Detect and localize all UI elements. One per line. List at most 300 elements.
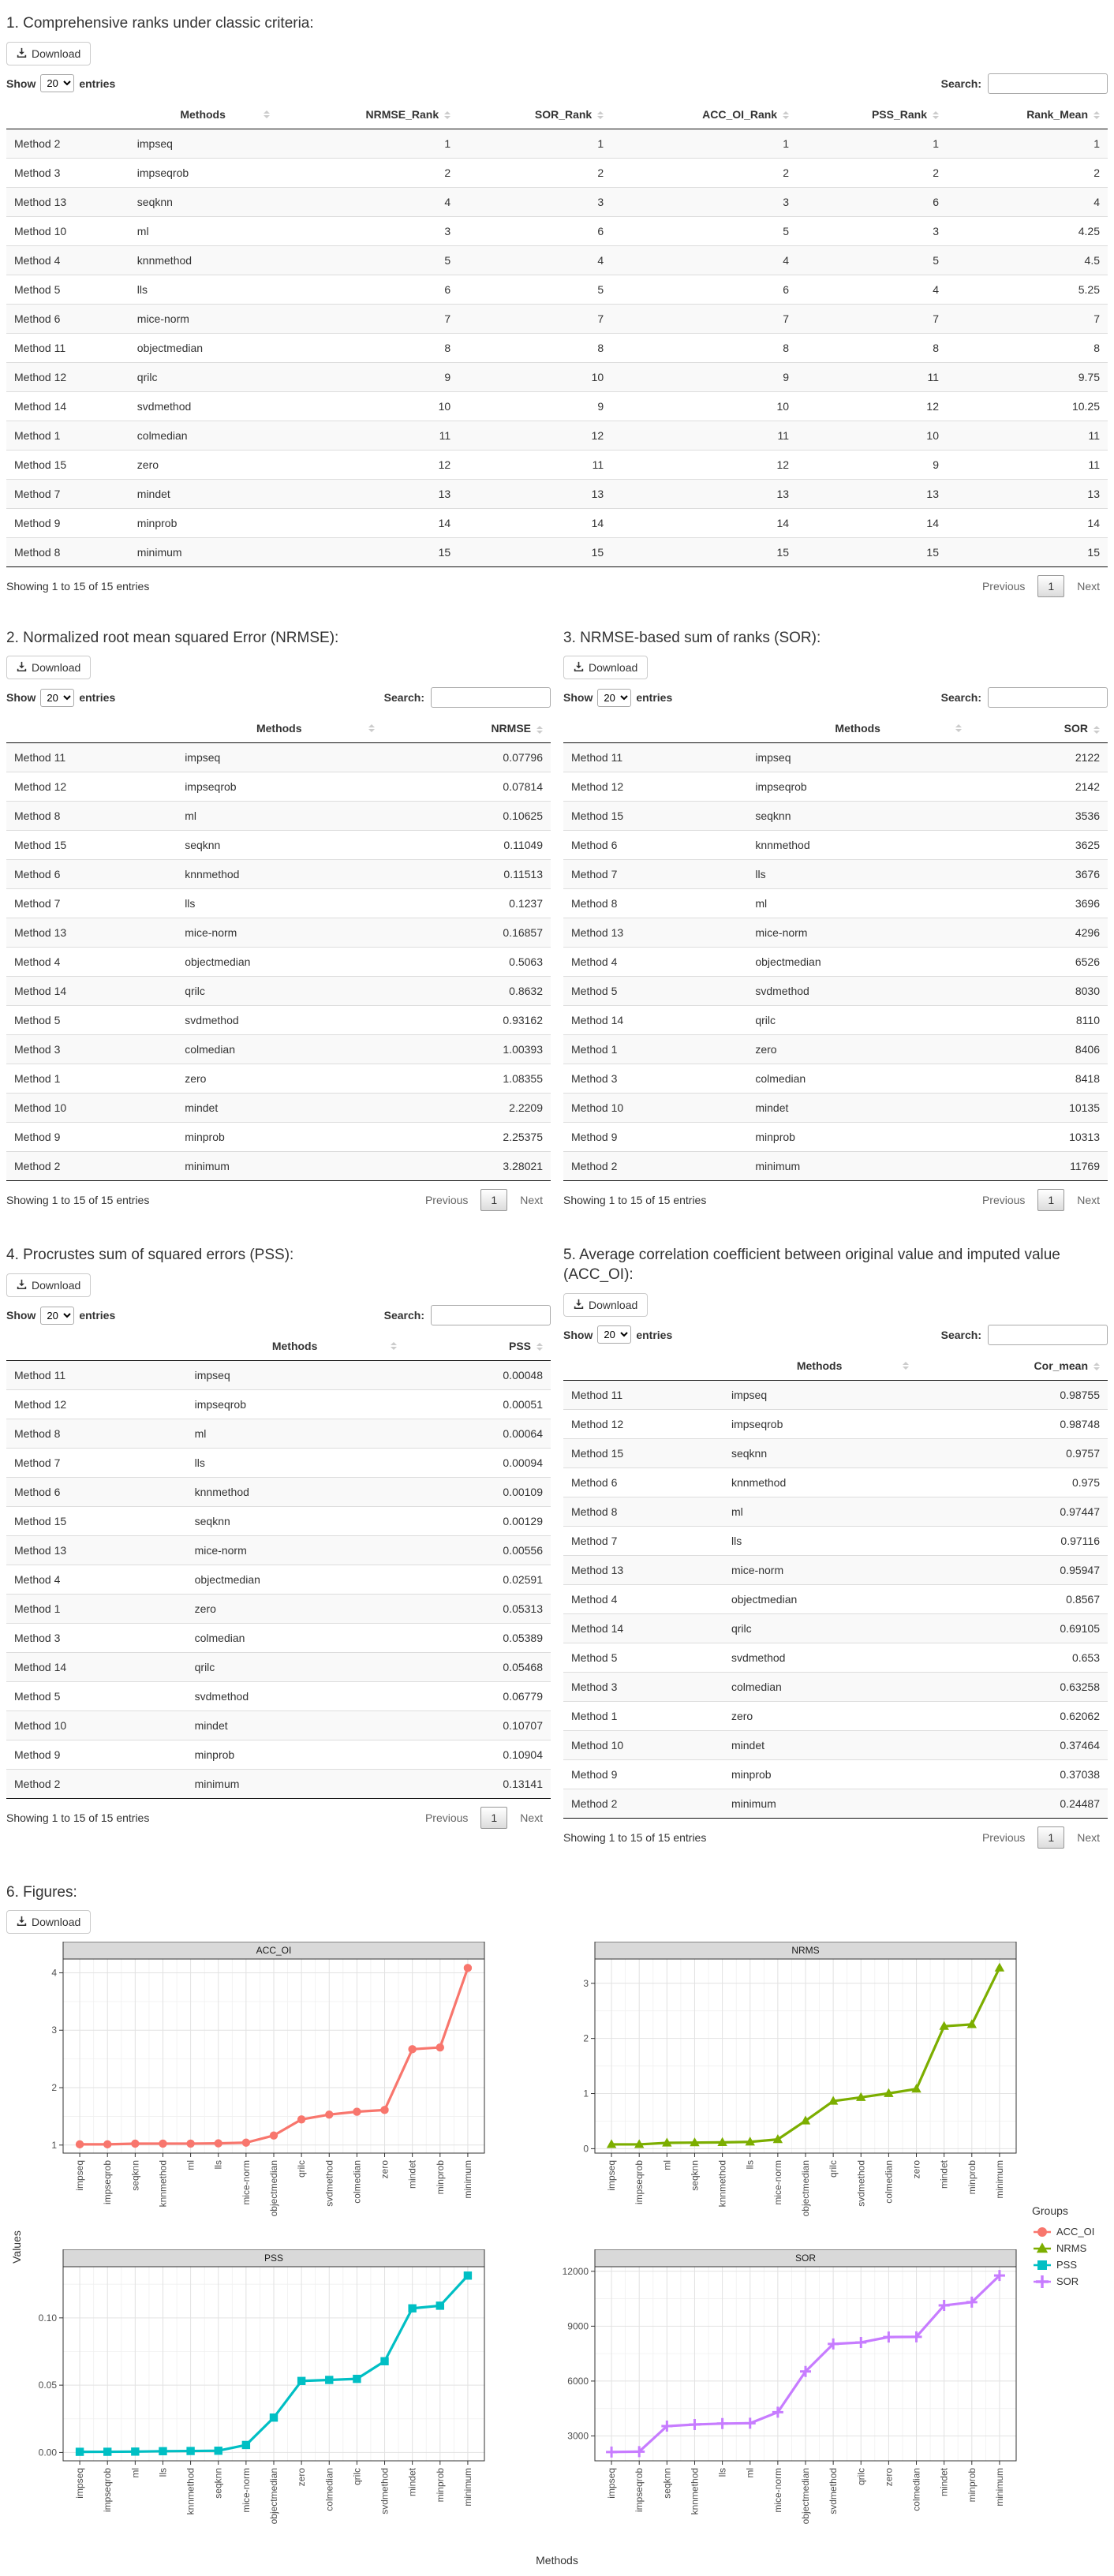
previous-button[interactable]: Previous xyxy=(424,1194,469,1207)
table-row xyxy=(563,889,1108,918)
table-row xyxy=(6,1740,551,1770)
table-row xyxy=(563,918,1108,948)
sort-icon xyxy=(933,111,939,119)
cell: 5 xyxy=(276,245,458,275)
cell: 0.8632 xyxy=(381,977,551,1006)
table-row xyxy=(6,479,1108,508)
pagination xyxy=(974,575,1108,597)
cell: 3 xyxy=(797,216,947,245)
cell: svdmethod xyxy=(187,1682,403,1711)
page-length-select[interactable] xyxy=(40,74,74,92)
row-label: Method 8 xyxy=(563,1497,723,1526)
row-label: Method 9 xyxy=(6,1740,187,1770)
search-input[interactable] xyxy=(431,1305,551,1325)
svg-text:objectmedian: objectmedian xyxy=(800,2468,811,2525)
row-label: Method 12 xyxy=(563,772,747,802)
cell: colmedian xyxy=(747,1064,968,1094)
table-header-row xyxy=(563,714,1108,743)
cell: minimum xyxy=(177,1152,381,1181)
row-label: Method 5 xyxy=(6,275,129,304)
search-input[interactable] xyxy=(988,687,1108,708)
cell: mice-norm xyxy=(187,1536,403,1565)
cell: 0.02591 xyxy=(403,1565,551,1595)
svg-text:mice-norm: mice-norm xyxy=(240,2468,252,2514)
svg-text:2: 2 xyxy=(51,2082,57,2094)
next-button[interactable]: Next xyxy=(1077,1830,1100,1844)
cell: impseqrob xyxy=(747,772,968,802)
row-label: Method 2 xyxy=(6,1770,187,1799)
cell: seqknn xyxy=(723,1438,915,1467)
column-header-sor[interactable]: SOR xyxy=(968,714,1108,743)
column-header-pss_rank[interactable]: PSS_Rank xyxy=(797,100,947,129)
cell: 13 xyxy=(458,479,611,508)
row-label: Method 7 xyxy=(563,860,747,889)
table-row xyxy=(6,1449,551,1478)
row-label: Method 6 xyxy=(563,831,747,860)
search-input[interactable] xyxy=(988,73,1108,94)
cell: 0.62062 xyxy=(915,1701,1108,1730)
page-length-select[interactable] xyxy=(597,689,631,707)
table-row xyxy=(6,421,1108,450)
cell: 0.63258 xyxy=(915,1672,1108,1701)
table-row xyxy=(6,977,551,1006)
download-button[interactable]: Download xyxy=(6,1910,91,1934)
legend-circle-icon xyxy=(1032,2224,1052,2240)
cell: 4 xyxy=(458,245,611,275)
figure-legend xyxy=(1032,1942,1108,2552)
cell: 2 xyxy=(611,158,797,187)
cell: 10313 xyxy=(968,1123,1108,1152)
column-header-cor_mean[interactable]: Cor_mean xyxy=(915,1352,1108,1381)
row-label: Method 8 xyxy=(6,1419,187,1449)
page-length-control: Show 20 entries xyxy=(6,1307,115,1325)
table-footer xyxy=(6,1807,551,1829)
row-label: Method 5 xyxy=(563,977,747,1006)
page-length-control: Show 20 entries xyxy=(6,74,115,92)
cell: 0.07796 xyxy=(381,743,551,772)
cell: 0.653 xyxy=(915,1643,1108,1672)
cell: 5 xyxy=(797,245,947,275)
table-row xyxy=(6,889,551,918)
chart-acc-oi xyxy=(27,1942,491,2245)
cell: 4 xyxy=(276,187,458,216)
svg-text:ml: ml xyxy=(661,2160,673,2171)
cell: 12 xyxy=(797,391,947,421)
section-title: 5. Average correlation coefficient between original value and imputed value (ACC_OI): xyxy=(563,1247,1060,1284)
next-button[interactable]: Next xyxy=(1077,1194,1100,1207)
cell: knnmethod xyxy=(723,1467,915,1497)
cell: 15 xyxy=(611,537,797,566)
cell: colmedian xyxy=(723,1672,915,1701)
section-title: 1. Comprehensive ranks under classic criteria: xyxy=(6,15,314,32)
page-1-button[interactable]: 1 xyxy=(480,1807,507,1829)
svg-text:impseq: impseq xyxy=(606,2160,618,2192)
row-label: Method 1 xyxy=(6,421,129,450)
svg-text:minimum: minimum xyxy=(993,2468,1005,2507)
row-label: Method 15 xyxy=(563,1438,723,1467)
next-button[interactable]: Next xyxy=(520,1811,543,1825)
cell: 2 xyxy=(797,158,947,187)
table-row xyxy=(6,831,551,860)
svg-text:minimum: minimum xyxy=(993,2160,1005,2200)
column-header-methods[interactable]: Methods xyxy=(723,1352,915,1381)
svg-text:minimum: minimum xyxy=(462,2160,473,2200)
column-header-acc_oi_rank[interactable]: ACC_OI_Rank xyxy=(611,100,797,129)
search-input[interactable] xyxy=(988,1325,1108,1345)
cell: 5 xyxy=(458,275,611,304)
cell: 8 xyxy=(947,333,1108,362)
row-label: Method 13 xyxy=(6,1536,187,1565)
table-row xyxy=(6,537,1108,566)
page-1-button[interactable]: 1 xyxy=(1037,1826,1064,1849)
row-label: Method 5 xyxy=(6,1682,187,1711)
legend-item-pss: PSS xyxy=(1032,2257,1108,2273)
sort-icon xyxy=(903,1362,909,1370)
download-button[interactable]: Download xyxy=(563,1293,648,1317)
column-header-rownames xyxy=(6,1332,187,1361)
cell: 0.05313 xyxy=(403,1595,551,1624)
cell: 0.975 xyxy=(915,1467,1108,1497)
cell: 15 xyxy=(797,537,947,566)
page-1-button[interactable]: 1 xyxy=(1037,575,1064,597)
cell: 2 xyxy=(458,158,611,187)
row-label: Method 7 xyxy=(563,1526,723,1555)
cell: impseq xyxy=(187,1361,403,1390)
chart-sor xyxy=(559,2249,1022,2552)
row-label: Method 13 xyxy=(6,187,129,216)
table-row xyxy=(563,1380,1108,1409)
cell: 0.37038 xyxy=(915,1759,1108,1789)
row-label: Method 6 xyxy=(6,1478,187,1507)
cell: knnmethod xyxy=(177,860,381,889)
cell: 14 xyxy=(276,508,458,537)
cell: lls xyxy=(747,860,968,889)
sort-icon xyxy=(391,1342,397,1350)
table-controls xyxy=(6,687,551,708)
sort-icon xyxy=(783,111,789,119)
cell: 0.11049 xyxy=(381,831,551,860)
cell: 0.16857 xyxy=(381,918,551,948)
cell: 2 xyxy=(947,158,1108,187)
svg-text:knnmethod: knnmethod xyxy=(689,2468,701,2515)
table-row xyxy=(563,1643,1108,1672)
cell: 0.9757 xyxy=(915,1438,1108,1467)
cell: 9 xyxy=(458,391,611,421)
svg-text:minimum: minimum xyxy=(462,2468,473,2507)
cell: 0.05468 xyxy=(403,1653,551,1682)
cell: minimum xyxy=(747,1152,968,1181)
cell: ml xyxy=(187,1419,403,1449)
section-comprehensive-ranks xyxy=(6,14,1108,597)
column-header-nrmse_rank[interactable]: NRMSE_Rank xyxy=(276,100,458,129)
cell: 6526 xyxy=(968,948,1108,977)
column-header-rank_mean[interactable]: Rank_Mean xyxy=(947,100,1108,129)
cell: 0.98755 xyxy=(915,1380,1108,1409)
svg-text:0: 0 xyxy=(583,2143,589,2155)
cell: 11 xyxy=(797,362,947,391)
showing-entries-text: Showing 1 to 15 of 15 entries xyxy=(563,1194,707,1207)
cell: 3.28021 xyxy=(381,1152,551,1181)
previous-button[interactable]: Previous xyxy=(424,1811,469,1825)
table-controls xyxy=(563,1325,1108,1345)
figure-panel xyxy=(6,1942,1108,2552)
svg-text:qrilc: qrilc xyxy=(296,2160,308,2178)
svg-text:3: 3 xyxy=(583,1978,589,1990)
showing-entries-text: Showing 1 to 15 of 15 entries xyxy=(6,1811,150,1825)
section-title: 6. Figures: xyxy=(6,1883,77,1901)
table-controls xyxy=(6,1305,551,1325)
svg-text:mice-norm: mice-norm xyxy=(240,2160,252,2206)
legend-title: Groups xyxy=(1032,2204,1068,2217)
cell: seqknn xyxy=(187,1507,403,1536)
svg-text:1: 1 xyxy=(51,2140,57,2152)
cell: lls xyxy=(723,1526,915,1555)
table-row xyxy=(563,772,1108,802)
svg-text:zero: zero xyxy=(883,2468,895,2487)
cell: colmedian xyxy=(129,421,277,450)
page-length-select[interactable] xyxy=(40,1307,74,1325)
cell: 8418 xyxy=(968,1064,1108,1094)
row-label: Method 15 xyxy=(563,802,747,831)
section-acc-oi xyxy=(563,1236,1108,1851)
cell: 4.5 xyxy=(947,245,1108,275)
cell: 1 xyxy=(611,129,797,158)
table-footer xyxy=(563,1826,1108,1849)
previous-button[interactable]: Previous xyxy=(981,1830,1026,1844)
search-input[interactable] xyxy=(431,687,551,708)
cell: 1 xyxy=(458,129,611,158)
row-label: Method 6 xyxy=(6,860,177,889)
cell: 7 xyxy=(947,304,1108,333)
row-label: Method 10 xyxy=(563,1094,747,1123)
pagination xyxy=(974,1826,1108,1849)
download-button[interactable]: Download xyxy=(6,1273,91,1297)
sort-icon xyxy=(536,726,543,734)
cell: 12 xyxy=(458,421,611,450)
cell: 0.37464 xyxy=(915,1730,1108,1759)
next-button[interactable]: Next xyxy=(520,1194,543,1207)
download-button[interactable]: Download xyxy=(563,656,648,679)
svg-text:colmedian: colmedian xyxy=(351,2160,363,2204)
table-row xyxy=(563,1555,1108,1584)
svg-text:seqknn: seqknn xyxy=(129,2160,141,2192)
showing-entries-text: Showing 1 to 15 of 15 entries xyxy=(6,1194,150,1207)
cell: zero xyxy=(129,450,277,479)
svg-text:impseq: impseq xyxy=(606,2468,618,2499)
cell: 13 xyxy=(797,479,947,508)
table-row xyxy=(6,1152,551,1181)
table-row xyxy=(6,1361,551,1390)
cell: 9 xyxy=(276,362,458,391)
svg-text:svdmethod: svdmethod xyxy=(379,2468,391,2515)
svg-text:qrilc: qrilc xyxy=(855,2468,867,2486)
legend-triangle-icon xyxy=(1032,2241,1052,2256)
table-row xyxy=(563,1152,1108,1181)
cell: objectmedian xyxy=(177,948,381,977)
cell: 10135 xyxy=(968,1094,1108,1123)
row-label: Method 14 xyxy=(6,391,129,421)
cell: knnmethod xyxy=(129,245,277,275)
cell: 0.00051 xyxy=(403,1390,551,1419)
table-row xyxy=(563,1672,1108,1701)
cell: 0.93162 xyxy=(381,1006,551,1035)
row-label: Method 8 xyxy=(6,537,129,566)
table-header-row xyxy=(6,1332,551,1361)
sort-icon xyxy=(1093,1363,1100,1370)
table-row xyxy=(6,1006,551,1035)
column-header-methods[interactable]: Methods xyxy=(177,714,381,743)
page-1-button[interactable]: 1 xyxy=(480,1189,507,1211)
cell: 10 xyxy=(458,362,611,391)
column-header-nrmse[interactable]: NRMSE xyxy=(381,714,551,743)
svg-text:zero: zero xyxy=(296,2468,308,2487)
sort-icon xyxy=(955,724,962,732)
table-row xyxy=(563,948,1108,977)
download-button[interactable]: Download xyxy=(6,656,91,679)
cell: 0.07814 xyxy=(381,772,551,802)
svg-text:0.05: 0.05 xyxy=(38,2380,57,2391)
svg-text:knnmethod: knnmethod xyxy=(716,2160,728,2208)
table-row xyxy=(6,216,1108,245)
row-label: Method 11 xyxy=(6,743,177,772)
cell: impseqrob xyxy=(177,772,381,802)
row-label: Method 2 xyxy=(6,129,129,158)
column-header-methods[interactable]: Methods xyxy=(187,1332,403,1361)
cell: 0.10904 xyxy=(403,1740,551,1770)
sor-table xyxy=(563,714,1108,1181)
column-header-methods[interactable]: Methods xyxy=(747,714,968,743)
row-label: Method 2 xyxy=(563,1789,723,1818)
cell: 11 xyxy=(947,421,1108,450)
table-row xyxy=(6,1064,551,1094)
svg-text:mindet: mindet xyxy=(406,2160,418,2189)
table-row xyxy=(6,275,1108,304)
cell: ml xyxy=(129,216,277,245)
svg-text:0.00: 0.00 xyxy=(38,2447,57,2458)
cell: 5 xyxy=(611,216,797,245)
acc-oi-table xyxy=(563,1352,1108,1819)
table-row xyxy=(6,802,551,831)
legend-item-nrms: NRMS xyxy=(1032,2241,1108,2256)
cell: mindet xyxy=(129,479,277,508)
cell: seqknn xyxy=(177,831,381,860)
cell: seqknn xyxy=(129,187,277,216)
svg-text:seqknn: seqknn xyxy=(212,2468,224,2499)
table-row xyxy=(6,187,1108,216)
page-length-select[interactable] xyxy=(40,689,74,707)
search-control: Search: xyxy=(941,73,1108,94)
svg-text:objectmedian: objectmedian xyxy=(268,2468,279,2525)
cell: 2142 xyxy=(968,772,1108,802)
row-label: Method 11 xyxy=(6,333,129,362)
table-row xyxy=(6,1419,551,1449)
sort-icon xyxy=(264,110,270,118)
svg-text:knnmethod: knnmethod xyxy=(185,2468,196,2515)
table-row xyxy=(563,1035,1108,1064)
cell: minprob xyxy=(129,508,277,537)
page-1-button[interactable]: 1 xyxy=(1037,1189,1064,1211)
sort-icon xyxy=(597,111,604,119)
table-row xyxy=(6,508,1108,537)
row-label: Method 6 xyxy=(563,1467,723,1497)
cell: lls xyxy=(187,1449,403,1478)
search-control: Search: xyxy=(384,687,551,708)
section-title: 3. NRMSE-based sum of ranks (SOR): xyxy=(563,629,821,646)
cell: 8 xyxy=(276,333,458,362)
row-label: Method 4 xyxy=(6,245,129,275)
row-label: Method 8 xyxy=(563,889,747,918)
cell: 11 xyxy=(947,450,1108,479)
pss-table xyxy=(6,1332,551,1799)
column-header-rownames xyxy=(563,1352,723,1381)
cell: 4296 xyxy=(968,918,1108,948)
cell: 14 xyxy=(797,508,947,537)
table-row xyxy=(6,918,551,948)
cell: 0.24487 xyxy=(915,1789,1108,1818)
next-button[interactable]: Next xyxy=(1077,579,1100,593)
cell: 8110 xyxy=(968,1006,1108,1035)
cell: 11 xyxy=(458,450,611,479)
cell: 4.25 xyxy=(947,216,1108,245)
cell: mindet xyxy=(187,1711,403,1740)
cell: impseqrob xyxy=(723,1409,915,1438)
figure-x-axis-label: Methods xyxy=(536,2554,578,2567)
cell: 6 xyxy=(611,275,797,304)
svg-text:zero: zero xyxy=(379,2160,391,2179)
cell: 6 xyxy=(276,275,458,304)
svg-text:qrilc: qrilc xyxy=(351,2468,363,2486)
svg-text:lls: lls xyxy=(157,2468,169,2477)
cell: 2.25375 xyxy=(381,1123,551,1152)
table-row xyxy=(6,1565,551,1595)
figure-y-axis-label: Values xyxy=(10,2230,23,2264)
table-row xyxy=(563,1467,1108,1497)
column-header-pss[interactable]: PSS xyxy=(403,1332,551,1361)
download-button[interactable]: Download xyxy=(6,42,91,65)
ranks-table xyxy=(6,100,1108,567)
column-header-sor_rank[interactable]: SOR_Rank xyxy=(458,100,611,129)
cell: objectmedian xyxy=(129,333,277,362)
column-header-methods[interactable]: Methods xyxy=(129,100,277,129)
cell: 1.08355 xyxy=(381,1064,551,1094)
cell: ml xyxy=(177,802,381,831)
previous-button[interactable]: Previous xyxy=(981,579,1026,593)
table-row xyxy=(6,333,1108,362)
svg-text:ACC_OI: ACC_OI xyxy=(256,1945,292,1957)
previous-button[interactable]: Previous xyxy=(981,1194,1026,1207)
cell: 0.10625 xyxy=(381,802,551,831)
svg-text:3: 3 xyxy=(51,2025,57,2036)
cell: 10 xyxy=(797,421,947,450)
cell: 12 xyxy=(611,450,797,479)
section-pss xyxy=(6,1236,551,1832)
cell: minimum xyxy=(129,537,277,566)
cell: mice-norm xyxy=(177,918,381,948)
cell: 8 xyxy=(458,333,611,362)
cell: 0.00094 xyxy=(403,1449,551,1478)
row-label: Method 9 xyxy=(563,1759,723,1789)
table-row xyxy=(6,158,1108,187)
table-row xyxy=(563,1701,1108,1730)
page-length-select[interactable] xyxy=(597,1325,631,1344)
table-row xyxy=(6,362,1108,391)
download-icon xyxy=(17,47,27,60)
sort-icon xyxy=(1093,726,1100,734)
svg-text:12000: 12000 xyxy=(562,2266,589,2278)
cell: 6 xyxy=(797,187,947,216)
page-length-control: Show 20 entries xyxy=(563,1325,672,1344)
table-row xyxy=(6,1390,551,1419)
